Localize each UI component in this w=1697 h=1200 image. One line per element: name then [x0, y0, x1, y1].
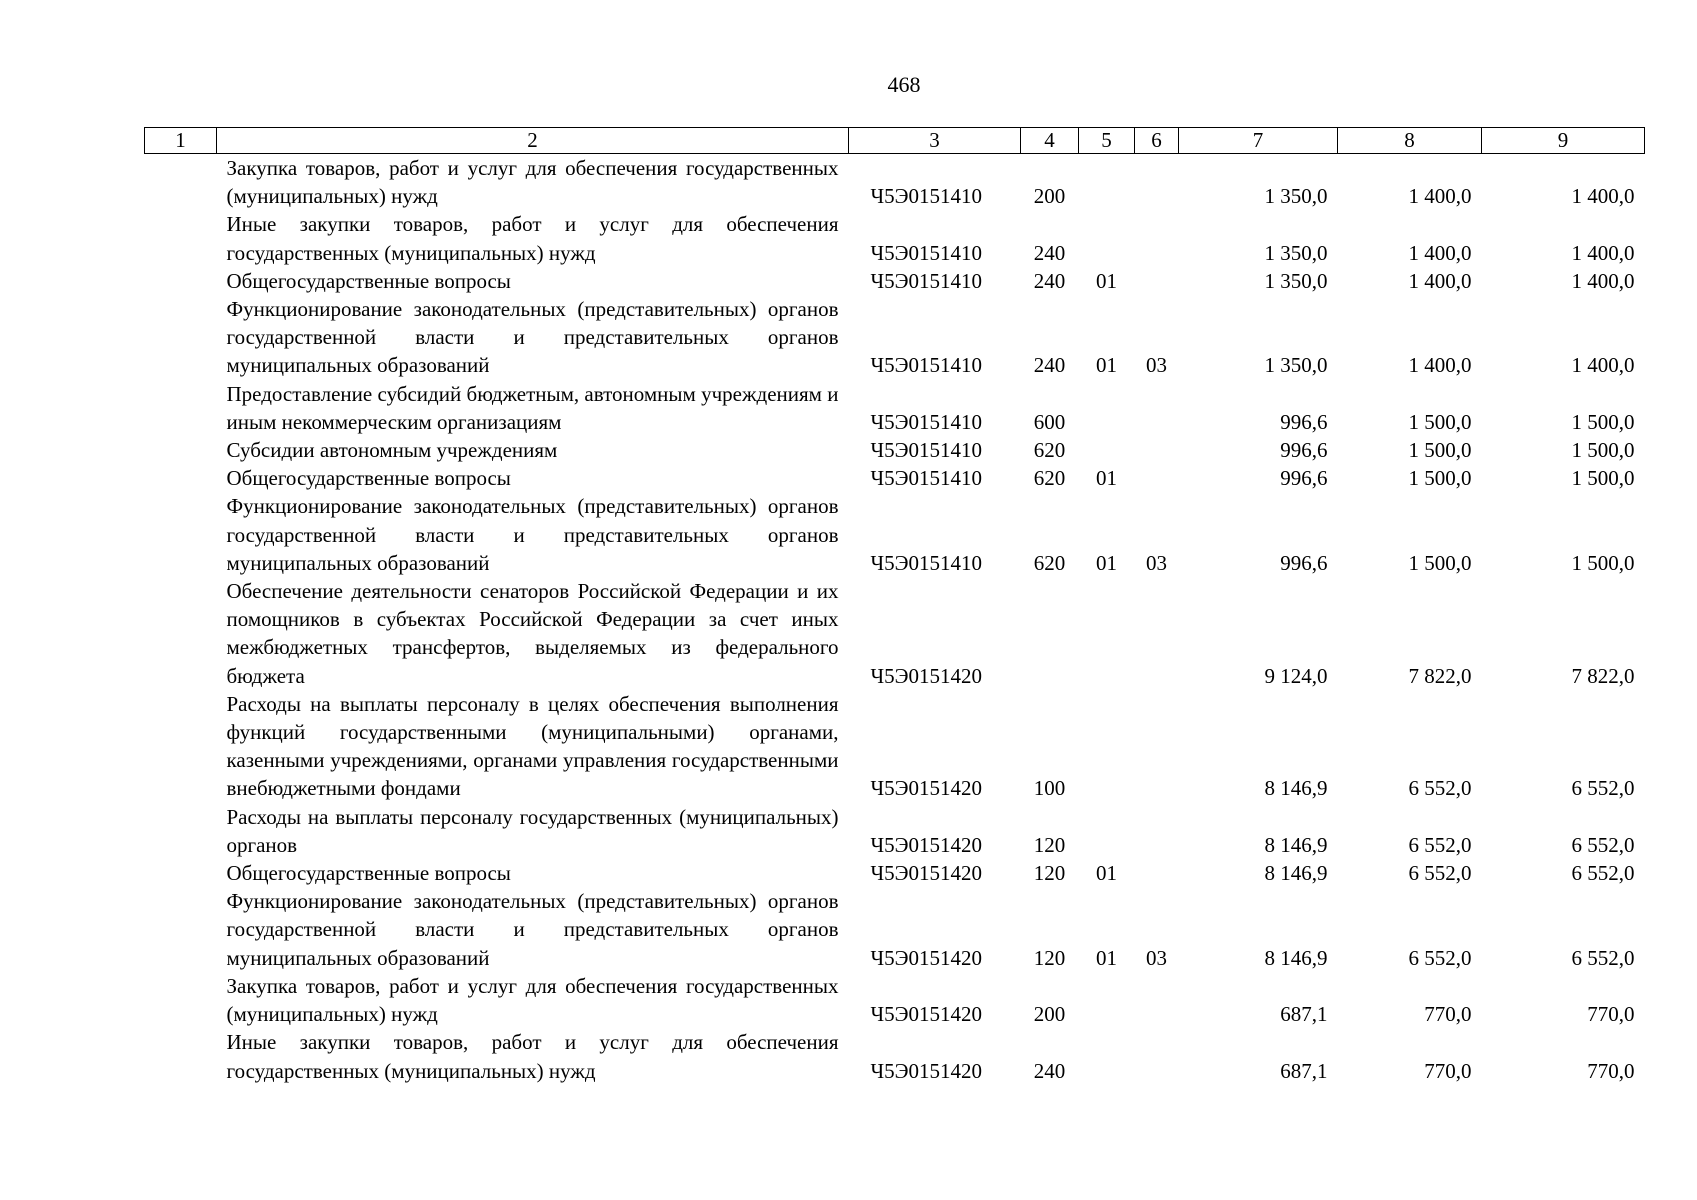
page-number: 468	[887, 72, 921, 97]
cell-empty	[145, 887, 217, 972]
cell-item-name: Расходы на выплаты персоналу государственных (муниципальных) органов	[226, 804, 839, 857]
cell-target-code: Ч5Э0151410	[870, 268, 983, 293]
table-row	[145, 210, 1645, 266]
cell-expense-type: 120	[1033, 832, 1066, 857]
cell-target-code: Ч5Э0151420	[870, 1002, 983, 1027]
cell-item-name: Функционирование законодательных (представительных) органов государственной власти и представительных органов муниципальных образований	[226, 494, 839, 575]
cell-expense-type: 240	[1033, 240, 1066, 265]
table-header-row	[145, 128, 1645, 154]
cell-amount-col8: 1 400,0	[1408, 353, 1472, 378]
cell-empty	[145, 972, 217, 1028]
cell-target-code: Ч5Э0151410	[870, 550, 983, 575]
column-header-8: 8	[1338, 128, 1482, 154]
table-row	[145, 464, 1645, 492]
cell-amount-col9: 1 400,0	[1571, 240, 1635, 265]
cell-amount-col7: 996,6	[1280, 550, 1328, 575]
cell-amount-col7: 1 350,0	[1264, 184, 1328, 209]
cell-amount-col7: 996,6	[1280, 409, 1328, 434]
cell-amount-col9: 770,0	[1587, 1002, 1635, 1027]
cell-amount-col7: 687,1	[1280, 1002, 1328, 1027]
cell-amount-col7: 1 350,0	[1264, 268, 1328, 293]
cell-empty	[145, 803, 217, 859]
cell-section	[1079, 380, 1135, 436]
cell-section: 01	[1096, 861, 1117, 886]
cell-expense-type	[1021, 577, 1079, 690]
cell-amount-col8: 6 552,0	[1408, 861, 1472, 886]
cell-empty	[145, 267, 217, 295]
cell-target-code: Ч5Э0151410	[870, 184, 983, 209]
cell-amount-col9: 6 552,0	[1571, 945, 1635, 970]
cell-amount-col7: 8 146,9	[1264, 861, 1328, 886]
cell-item-name: Функционирование законодательных (представительных) органов государственной власти и представительных органов муниципальных образований	[226, 297, 839, 378]
cell-target-code: Ч5Э0151420	[870, 861, 983, 886]
cell-subsection	[1135, 464, 1179, 492]
cell-target-code: Ч5Э0151420	[870, 1058, 983, 1083]
cell-subsection	[1135, 154, 1179, 211]
cell-empty	[145, 859, 217, 887]
column-header-6: 6	[1135, 128, 1179, 154]
cell-item-name: Обеспечение деятельности сенаторов Российской Федерации и их помощников в субъектах Российской Федерации за счет иных межбюджетных трансфертов, выделяемых из федерального бюджета	[226, 579, 839, 688]
cell-item-name: Закупка товаров, работ и услуг для обеспечения государственных (муниципальных) нужд	[226, 973, 839, 1027]
table-row	[145, 267, 1645, 295]
cell-amount-col9: 6 552,0	[1571, 832, 1635, 857]
table-body	[145, 154, 1645, 1085]
cell-subsection	[1135, 380, 1179, 436]
cell-empty	[145, 154, 217, 211]
table-row	[145, 972, 1645, 1028]
cell-section: 01	[1096, 466, 1117, 491]
cell-expense-type: 240	[1033, 353, 1066, 378]
cell-amount-col8: 6 552,0	[1408, 945, 1472, 970]
column-header-5: 5	[1079, 128, 1135, 154]
cell-item-name: Расходы на выплаты персоналу в целях обеспечения выполнения функций государственными (муниципальными) органами, казенными учреждениями, органами управления государственными внебюджетными фондами	[226, 691, 839, 801]
cell-amount-col7: 1 350,0	[1264, 353, 1328, 378]
cell-section: 01	[1096, 550, 1117, 575]
cell-expense-type: 620	[1033, 438, 1066, 463]
column-header-1: 1	[145, 128, 217, 154]
cell-target-code: Ч5Э0151410	[870, 353, 983, 378]
cell-subsection	[1135, 577, 1179, 690]
cell-amount-col9: 1 400,0	[1571, 268, 1635, 293]
cell-amount-col8: 7 822,0	[1408, 663, 1472, 688]
cell-empty	[145, 436, 217, 464]
table-row	[145, 803, 1645, 859]
cell-expense-type: 120	[1033, 861, 1066, 886]
table-row	[145, 154, 1645, 211]
cell-amount-col8: 770,0	[1424, 1058, 1472, 1083]
cell-subsection	[1135, 690, 1179, 803]
cell-amount-col8: 1 400,0	[1408, 268, 1472, 293]
cell-section	[1079, 154, 1135, 211]
column-header-7: 7	[1179, 128, 1338, 154]
cell-amount-col9: 6 552,0	[1571, 861, 1635, 886]
cell-expense-type: 240	[1033, 1058, 1066, 1083]
table-row	[145, 380, 1645, 436]
cell-amount-col9: 1 500,0	[1571, 466, 1635, 491]
cell-amount-col9: 1 500,0	[1571, 438, 1635, 463]
cell-section	[1079, 210, 1135, 266]
column-header-2: 2	[217, 128, 849, 154]
cell-expense-type: 200	[1033, 1002, 1066, 1027]
cell-subsection: 03	[1146, 353, 1167, 378]
cell-empty	[145, 690, 217, 803]
cell-amount-col7: 1 350,0	[1264, 240, 1328, 265]
cell-expense-type: 620	[1033, 466, 1066, 491]
cell-empty	[145, 1028, 217, 1084]
cell-amount-col7: 996,6	[1280, 466, 1328, 491]
cell-item-name: Общегосударственные вопросы	[226, 861, 511, 886]
cell-amount-col7: 8 146,9	[1264, 832, 1328, 857]
cell-item-name: Закупка товаров, работ и услуг для обеспечения государственных (муниципальных) нужд	[226, 156, 839, 209]
cell-amount-col7: 9 124,0	[1264, 663, 1328, 688]
cell-subsection	[1135, 859, 1179, 887]
cell-amount-col8: 1 500,0	[1408, 550, 1472, 575]
cell-amount-col8: 1 500,0	[1408, 409, 1472, 434]
cell-amount-col8: 1 400,0	[1408, 184, 1472, 209]
cell-amount-col8: 6 552,0	[1408, 776, 1472, 801]
cell-expense-type: 600	[1033, 409, 1066, 434]
cell-amount-col7: 8 146,9	[1264, 945, 1328, 970]
cell-item-name: Общегосударственные вопросы	[226, 466, 511, 491]
cell-empty	[145, 492, 217, 577]
cell-item-name: Иные закупки товаров, работ и услуг для обеспечения государственных (муниципальных) нужд	[226, 1030, 839, 1083]
table-row	[145, 577, 1645, 690]
cell-section	[1079, 1028, 1135, 1084]
budget-table	[144, 127, 1645, 1085]
cell-subsection	[1135, 210, 1179, 266]
cell-target-code: Ч5Э0151420	[870, 663, 983, 688]
cell-amount-col7: 996,6	[1280, 438, 1328, 463]
cell-amount-col9: 1 500,0	[1571, 550, 1635, 575]
cell-target-code: Ч5Э0151410	[870, 240, 983, 265]
cell-amount-col8: 1 500,0	[1408, 438, 1472, 463]
cell-target-code: Ч5Э0151410	[870, 466, 983, 491]
cell-section: 01	[1096, 268, 1117, 293]
cell-subsection	[1135, 267, 1179, 295]
column-header-9: 9	[1482, 128, 1645, 154]
cell-section: 01	[1096, 353, 1117, 378]
table-row	[145, 859, 1645, 887]
table-row	[145, 690, 1645, 803]
cell-amount-col9: 1 400,0	[1571, 184, 1635, 209]
cell-section	[1079, 436, 1135, 464]
table-row	[145, 1028, 1645, 1084]
cell-expense-type: 120	[1033, 945, 1066, 970]
table-row	[145, 887, 1645, 972]
cell-section: 01	[1096, 945, 1117, 970]
cell-expense-type: 620	[1033, 550, 1066, 575]
cell-amount-col9: 1 400,0	[1571, 353, 1635, 378]
cell-amount-col8: 1 500,0	[1408, 466, 1472, 491]
cell-expense-type: 200	[1033, 184, 1066, 209]
cell-subsection	[1135, 972, 1179, 1028]
cell-empty	[145, 577, 217, 690]
cell-subsection	[1135, 803, 1179, 859]
cell-amount-col7: 687,1	[1280, 1058, 1328, 1083]
cell-empty	[145, 464, 217, 492]
cell-target-code: Ч5Э0151420	[870, 945, 983, 970]
cell-empty	[145, 210, 217, 266]
cell-amount-col9: 6 552,0	[1571, 776, 1635, 801]
table-row	[145, 295, 1645, 380]
cell-subsection: 03	[1146, 945, 1167, 970]
cell-section	[1079, 972, 1135, 1028]
cell-target-code: Ч5Э0151410	[870, 409, 983, 434]
cell-item-name: Функционирование законодательных (представительных) органов государственной власти и представительных органов муниципальных образований	[226, 889, 839, 970]
table-row	[145, 436, 1645, 464]
cell-target-code: Ч5Э0151420	[870, 776, 983, 801]
cell-amount-col8: 6 552,0	[1408, 832, 1472, 857]
cell-amount-col9: 1 500,0	[1571, 409, 1635, 434]
cell-item-name: Субсидии автономным учреждениям	[226, 438, 558, 463]
cell-item-name: Иные закупки товаров, работ и услуг для обеспечения государственных (муниципальных) нужд	[226, 212, 839, 265]
cell-target-code: Ч5Э0151410	[870, 438, 983, 463]
cell-item-name: Предоставление субсидий бюджетным, автономным учреждениям и иным некоммерческим организациям	[226, 381, 839, 434]
cell-amount-col8: 770,0	[1424, 1002, 1472, 1027]
cell-amount-col7: 8 146,9	[1264, 776, 1328, 801]
cell-subsection	[1135, 1028, 1179, 1084]
cell-section	[1079, 803, 1135, 859]
cell-amount-col8: 1 400,0	[1408, 240, 1472, 265]
column-header-4: 4	[1021, 128, 1079, 154]
cell-target-code: Ч5Э0151420	[870, 832, 983, 857]
cell-subsection	[1135, 436, 1179, 464]
cell-empty	[145, 295, 217, 380]
cell-item-name: Общегосударственные вопросы	[226, 268, 511, 293]
cell-subsection: 03	[1146, 550, 1167, 575]
table-row	[145, 492, 1645, 577]
cell-amount-col9: 7 822,0	[1571, 663, 1635, 688]
cell-amount-col9: 770,0	[1587, 1058, 1635, 1083]
cell-empty	[145, 380, 217, 436]
cell-expense-type: 100	[1033, 776, 1066, 801]
cell-section	[1079, 690, 1135, 803]
cell-section	[1079, 577, 1135, 690]
cell-expense-type: 240	[1033, 268, 1066, 293]
column-header-3: 3	[849, 128, 1021, 154]
